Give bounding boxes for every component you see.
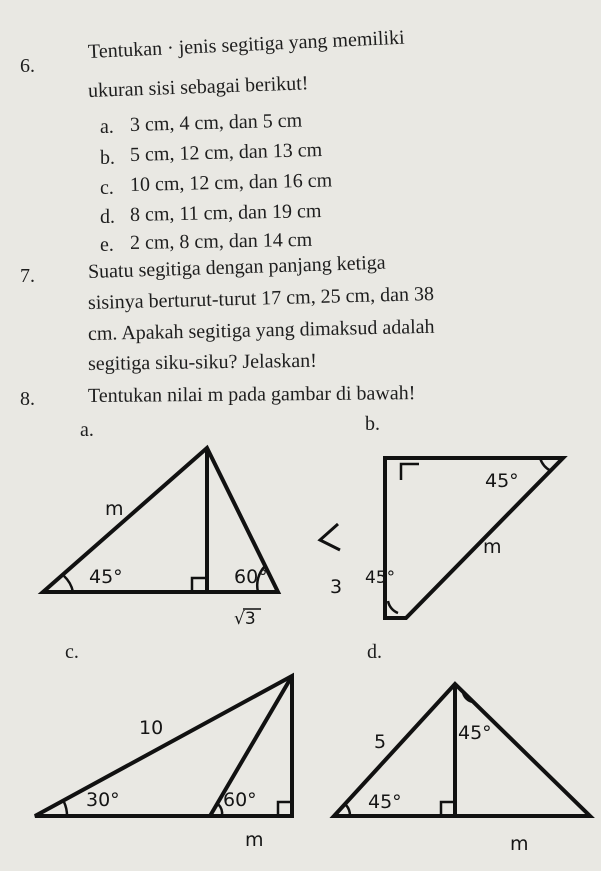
q6-option-text: 3 cm, 4 cm, dan 5 cm [129, 109, 303, 136]
fig-d-base-label: m [510, 833, 529, 855]
fig-a-angle-right: 60° [234, 566, 268, 588]
q6-text-line2: ukuran sisi sebagai berikut! [87, 72, 309, 102]
q7-text-line4: segitiga siku-siku? Jelaskan! [87, 349, 317, 375]
fig-c-letter: c. [65, 641, 79, 663]
q7-number: 7. [20, 265, 35, 287]
q6-option-text: 10 cm, 12 cm, dan 16 cm [129, 169, 333, 196]
right-angle-mark-d [441, 802, 455, 816]
fig-d-angle-top: 45° [458, 722, 492, 744]
fig-b-angle-top: 45° [485, 470, 519, 492]
fig-a-base-label: √3 [234, 609, 256, 629]
fig-c-angle-right: 60° [223, 789, 257, 811]
fig-b-angle-bottom: 45° [365, 568, 396, 588]
fig-d-side-label: 5 [374, 731, 387, 753]
fig-b-side-label: m [483, 536, 502, 558]
q6-option-letter: d. [100, 206, 115, 228]
q7-text-line3: cm. Apakah segitiga yang dimaksud adalah [87, 315, 435, 345]
q6-number: 6. [20, 55, 35, 77]
fig-c-base-label: m [245, 829, 264, 851]
q6-option-letter: b. [100, 147, 115, 169]
q7-text-line2: sisinya berturut-turut 17 cm, 25 cm, dan 38 [87, 282, 435, 314]
fig-a-letter: a. [80, 419, 94, 441]
fig-d-angle-left: 45° [368, 791, 402, 813]
q6-option-text: 5 cm, 12 cm, dan 13 cm [129, 138, 323, 166]
q6-option-letter: c. [100, 177, 114, 199]
fig-b-letter: b. [365, 413, 380, 435]
q6-option-text: 8 cm, 11 cm, dan 19 cm [129, 199, 322, 226]
q6-option-text: 2 cm, 8 cm, dan 14 cm [129, 228, 313, 254]
fig-a-side-label: m [105, 498, 124, 520]
fig-c-side-label: 10 [139, 717, 164, 739]
q6-option-letter: a. [100, 116, 114, 138]
q6-text-line1: Tentukan · jenis segitiga yang memiliki [87, 26, 406, 63]
fig-a-angle-left: 45° [89, 566, 123, 588]
fig-b-left-label: 3 [330, 576, 343, 598]
q8-number: 8. [20, 388, 35, 410]
q7-text-line1: Suatu segitiga dengan panjang ketiga [87, 251, 386, 283]
q6-option-letter: e. [100, 234, 114, 256]
fig-c-angle-left: 30° [86, 789, 120, 811]
q8-text: Tentukan nilai m pada gambar di bawah! [87, 382, 416, 407]
fig-d-letter: d. [367, 641, 382, 663]
